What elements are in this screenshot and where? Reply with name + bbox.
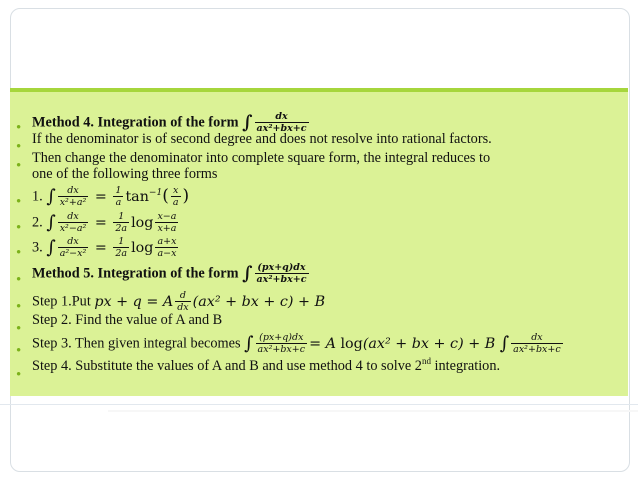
form-2-formula: ∫ $\frac{dx}{\text{x²−a²}}$ = $\frac{1}{2a}$ log $\frac{x-a}{x+a}$ <box>46 211 177 234</box>
footer-stripe <box>108 410 638 412</box>
forms-text: one of the following three forms <box>32 166 218 182</box>
method4-formula: ∫ $\frac{dx}{\text{ax²+bx+c}}$ <box>242 111 307 134</box>
form-2-label: 2. <box>32 214 43 231</box>
form-3-label: 3. <box>32 239 43 256</box>
bullet-icon <box>16 298 25 307</box>
form-3-formula: ∫ $\frac{dx}{\text{a²−x²}}$ = $\frac{1}{2a}$ log $\frac{a+x}{a-x}$ <box>46 236 177 259</box>
form-1 <box>32 185 189 208</box>
step-4 <box>32 358 500 374</box>
bullet-icon <box>16 138 25 147</box>
bullet-icon <box>16 342 25 351</box>
bullet-icon <box>16 119 25 128</box>
bullet-icon <box>16 244 25 253</box>
form-1-label: 1. <box>32 188 43 205</box>
bullet-icon <box>16 271 25 280</box>
step-4-tail: integration. <box>430 358 501 374</box>
bullet-icon <box>16 219 25 228</box>
step-2: Step 2. Find the value of A and B <box>32 312 223 328</box>
step-3-label: Step 3. Then given integral becomes <box>32 335 241 352</box>
bullet-icon <box>16 157 25 166</box>
step-1-label: Step 1.Put <box>32 293 91 310</box>
step-4-superscript: nd <box>421 356 431 367</box>
step-3-formula: ∫ $\frac{(px+q)dx}{\text{ax²+bx+c}}$ = A log(ax² + bx + c) + B ∫ $\frac{dx}{\text{ax²+bx+c}}$ <box>244 332 561 355</box>
method5-line <box>32 262 311 285</box>
bullet-icon <box>16 366 25 375</box>
divider-line <box>0 404 638 405</box>
method4-heading: Method 4. Integration of the form <box>32 114 239 131</box>
step-4-text: Step 4. Substitute the values of A and B and use method 4 to solve 2 <box>32 358 422 374</box>
form-2 <box>32 211 180 234</box>
bullet-icon <box>16 320 25 329</box>
step-1-formula: px + q = A $\frac{d}{dx}$ (ax² + bx + c) + B <box>94 290 326 313</box>
step-1 <box>32 290 325 313</box>
complete-square-text: Then change the denominator into complete square form, the integral reduces to <box>32 150 491 166</box>
condition-text: If the denominator is of second degree and does not resolve into rational factors. <box>32 131 492 147</box>
content-panel <box>10 92 628 396</box>
method5-formula: ∫ $\frac{(px+q)dx}{\text{ax²+bx+c}}$ <box>242 262 307 285</box>
form-3 <box>32 236 180 259</box>
step-3 <box>32 332 565 355</box>
method5-heading: Method 5. Integration of the form <box>32 265 239 282</box>
form-1-formula: ∫ $\frac{dx}{\text{x²+a²}}$ = $\frac{1}{a}$ $\tan^{-1}$( $\frac{x}{a}$ ) <box>46 185 190 208</box>
bullet-icon <box>16 193 25 202</box>
